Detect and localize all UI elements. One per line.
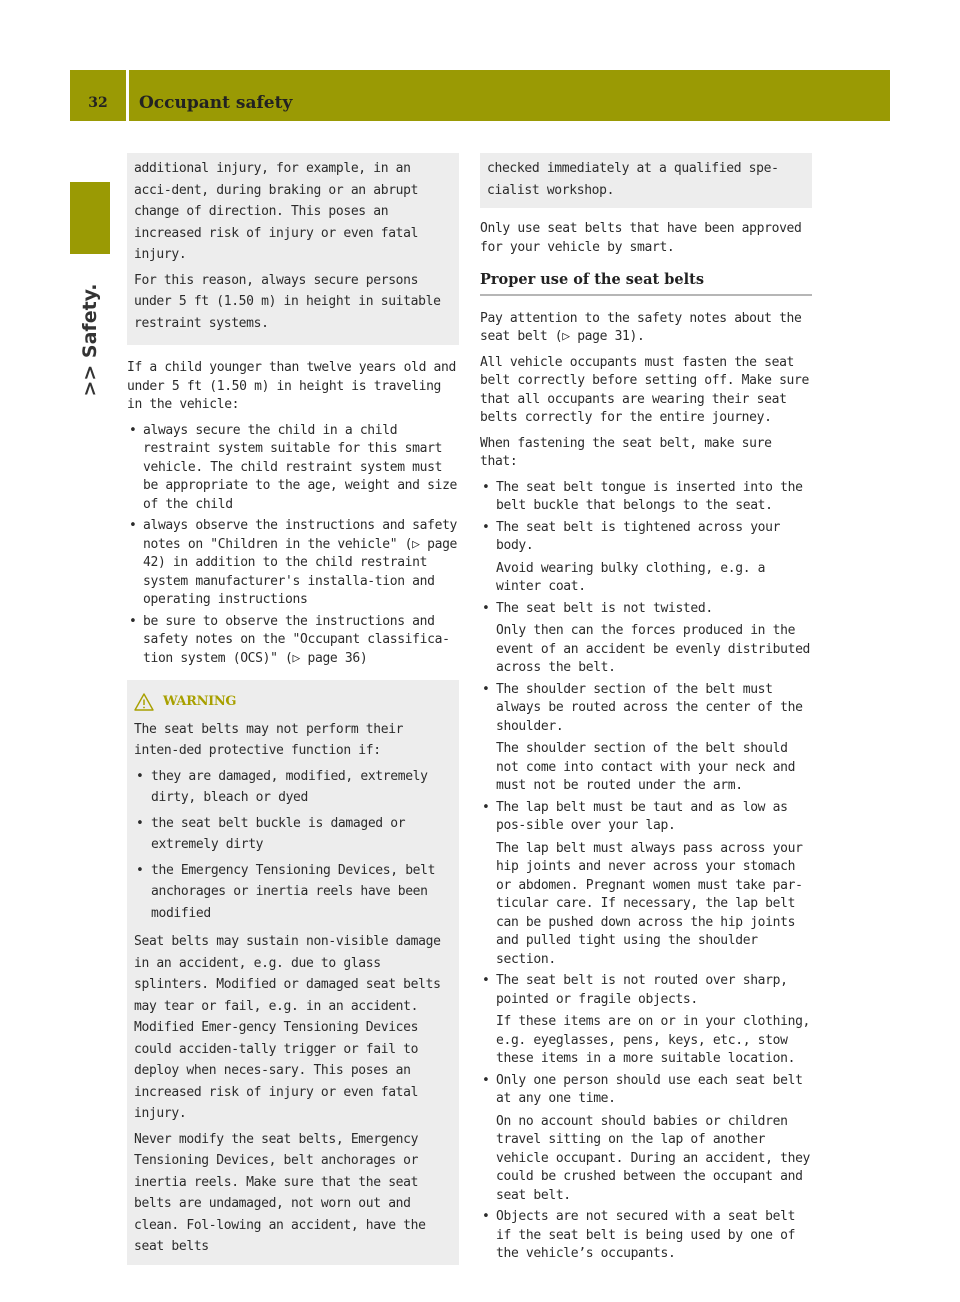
list-item-detail: If these items are on or in your clothing, e.g. eyeglasses, pens, keys, etc., stow these items in a more suitable location. xyxy=(496,1014,811,1066)
list-item-text: • Only one person should use each seat belt at any one time. xyxy=(496,1072,803,1106)
approved-belts-note: Only use seat belts that have been approved for your vehicle by smart. xyxy=(480,221,802,255)
list-item-text: • The seat belt is tightened across your body. xyxy=(496,519,781,553)
list-item: • be sure to observe the instructions and safety notes on the "Occupant classifica-tion system (OCS)" (▷ page 36) xyxy=(127,613,459,669)
list-item xyxy=(480,1072,812,1206)
warning-intro: The seat belts may not perform their inten-ded protective function if: xyxy=(134,721,404,758)
list-item: • the seat belt buckle is damaged or extremely dirty xyxy=(134,813,452,856)
child-intro-text: If a child younger than twelve years old and under 5 ft (1.50 m) in height is traveling in the vehicle: xyxy=(127,360,456,412)
warning-bullet-list xyxy=(134,766,452,925)
child-bullet-list xyxy=(127,422,459,669)
left-column xyxy=(127,153,459,1279)
box-paragraph: checked immediately at a qualified spe-cialist workshop. xyxy=(487,161,779,198)
list-item-detail: The shoulder section of the belt should not come into contact with your neck and must not be routed under the arm. xyxy=(496,741,796,793)
box-paragraph: additional injury, for example, in an acci-dent, during braking or an abrupt change of direction. This poses an increased risk of injury or even fatal injury. xyxy=(134,161,419,262)
continued-warning-box xyxy=(480,153,812,208)
section-heading: Proper use of the seat belts xyxy=(480,271,812,296)
list-item-detail: Avoid wearing bulky clothing, e.g. a winter coat. xyxy=(496,560,766,594)
list-item xyxy=(480,479,812,516)
list-item-detail: Only then can the forces produced in the event of an accident be evenly distributed across the belt. xyxy=(496,623,811,675)
list-item xyxy=(480,519,812,597)
list-item xyxy=(480,1208,812,1264)
side-tab-label[interactable]: >> Safety. xyxy=(79,283,101,397)
page-number: 32 xyxy=(88,95,108,111)
warning-heading xyxy=(134,691,452,713)
list-item: • they are damaged, modified, extremely dirty, bleach or dyed xyxy=(134,766,452,809)
list-item-text: • Objects are not secured with a seat belt if the seat belt is being used by one of the vehicle’s occupants. xyxy=(496,1209,796,1261)
warning-box xyxy=(127,680,459,1265)
list-item xyxy=(480,600,812,678)
warning-label: WARNING xyxy=(163,694,237,709)
list-item xyxy=(480,681,812,796)
list-item xyxy=(480,799,812,970)
list-item-text: • The seat belt is not twisted. xyxy=(496,600,713,616)
list-item: • always secure the child in a child restraint system suitable for this smart vehicle. The child restraint system must be appropriate to the age, weight and size of the child xyxy=(127,422,459,515)
list-item: • the Emergency Tensioning Devices, belt anchorages or inertia reels have been modified xyxy=(134,860,452,925)
list-item-detail: On no account should babies or children travel sitting on the lap of another vehicle occupant. During an accident, they could be crushed between the occupant and seat belt. xyxy=(496,1113,811,1203)
seat-belt-checklist xyxy=(480,479,812,1264)
warning-paragraph: Seat belts may sustain non-visible damage in an accident, e.g. due to glass splinters. Modified or damaged seat belts may tear or fail, e.g. in an accident. Modified Emer-gency Tensioning Devices could acciden-tally trigger or fail to deploy when neces-sary. This poses an increased risk of injury or even fatal injury. xyxy=(134,934,441,1121)
list-item-text: • The seat belt tongue is inserted into the belt buckle that belongs to the seat. xyxy=(496,479,803,513)
warning-triangle-icon xyxy=(134,693,154,711)
list-item-text: • The shoulder section of the belt must always be routed across the center of the shoulder. xyxy=(496,681,803,734)
list-item-text: • The seat belt is not routed over sharp, pointed or fragile objects. xyxy=(496,973,788,1007)
header-divider xyxy=(126,70,129,121)
warning-paragraph: Never modify the seat belts, Emergency Tensioning Devices, belt anchorages or inertia reels. Make sure that the seat belts are undamaged, not worn out and clean. Fol-lowing an accident, have the seat belts xyxy=(134,1131,426,1254)
body-paragraph: When fastening the seat belt, make sure that: xyxy=(480,435,772,469)
box-paragraph: For this reason, always secure persons under 5 ft (1.50 m) in height in suitable restraint systems. xyxy=(134,272,441,331)
side-marker xyxy=(70,182,110,254)
list-item-text: • The lap belt must be taut and as low as pos-sible over your lap. xyxy=(496,799,788,833)
list-item-detail: The lap belt must always pass across your hip joints and never across your stomach or abdomen. Pregnant women must take par-ticular care. If necessary, the lap belt can be pushed down across the hip joints and pulled tight using the shoulder section. xyxy=(496,840,803,967)
list-item: • always observe the instructions and safety notes on "Children in the vehicle" (▷ page 42) in addition to the child restraint system manufacturer's installa-tion and operating instructions xyxy=(127,517,459,610)
list-item xyxy=(480,972,812,1069)
continued-info-box xyxy=(127,153,459,345)
right-column xyxy=(480,153,812,1271)
body-paragraph: Pay attention to the safety notes about the seat belt (▷ page 31). xyxy=(480,310,802,344)
chapter-title: Occupant safety xyxy=(139,93,293,113)
body-paragraph: All vehicle occupants must fasten the seat belt correctly before setting off. Make sure that all occupants are wearing their seat belts correctly for the entire journey. xyxy=(480,354,809,425)
